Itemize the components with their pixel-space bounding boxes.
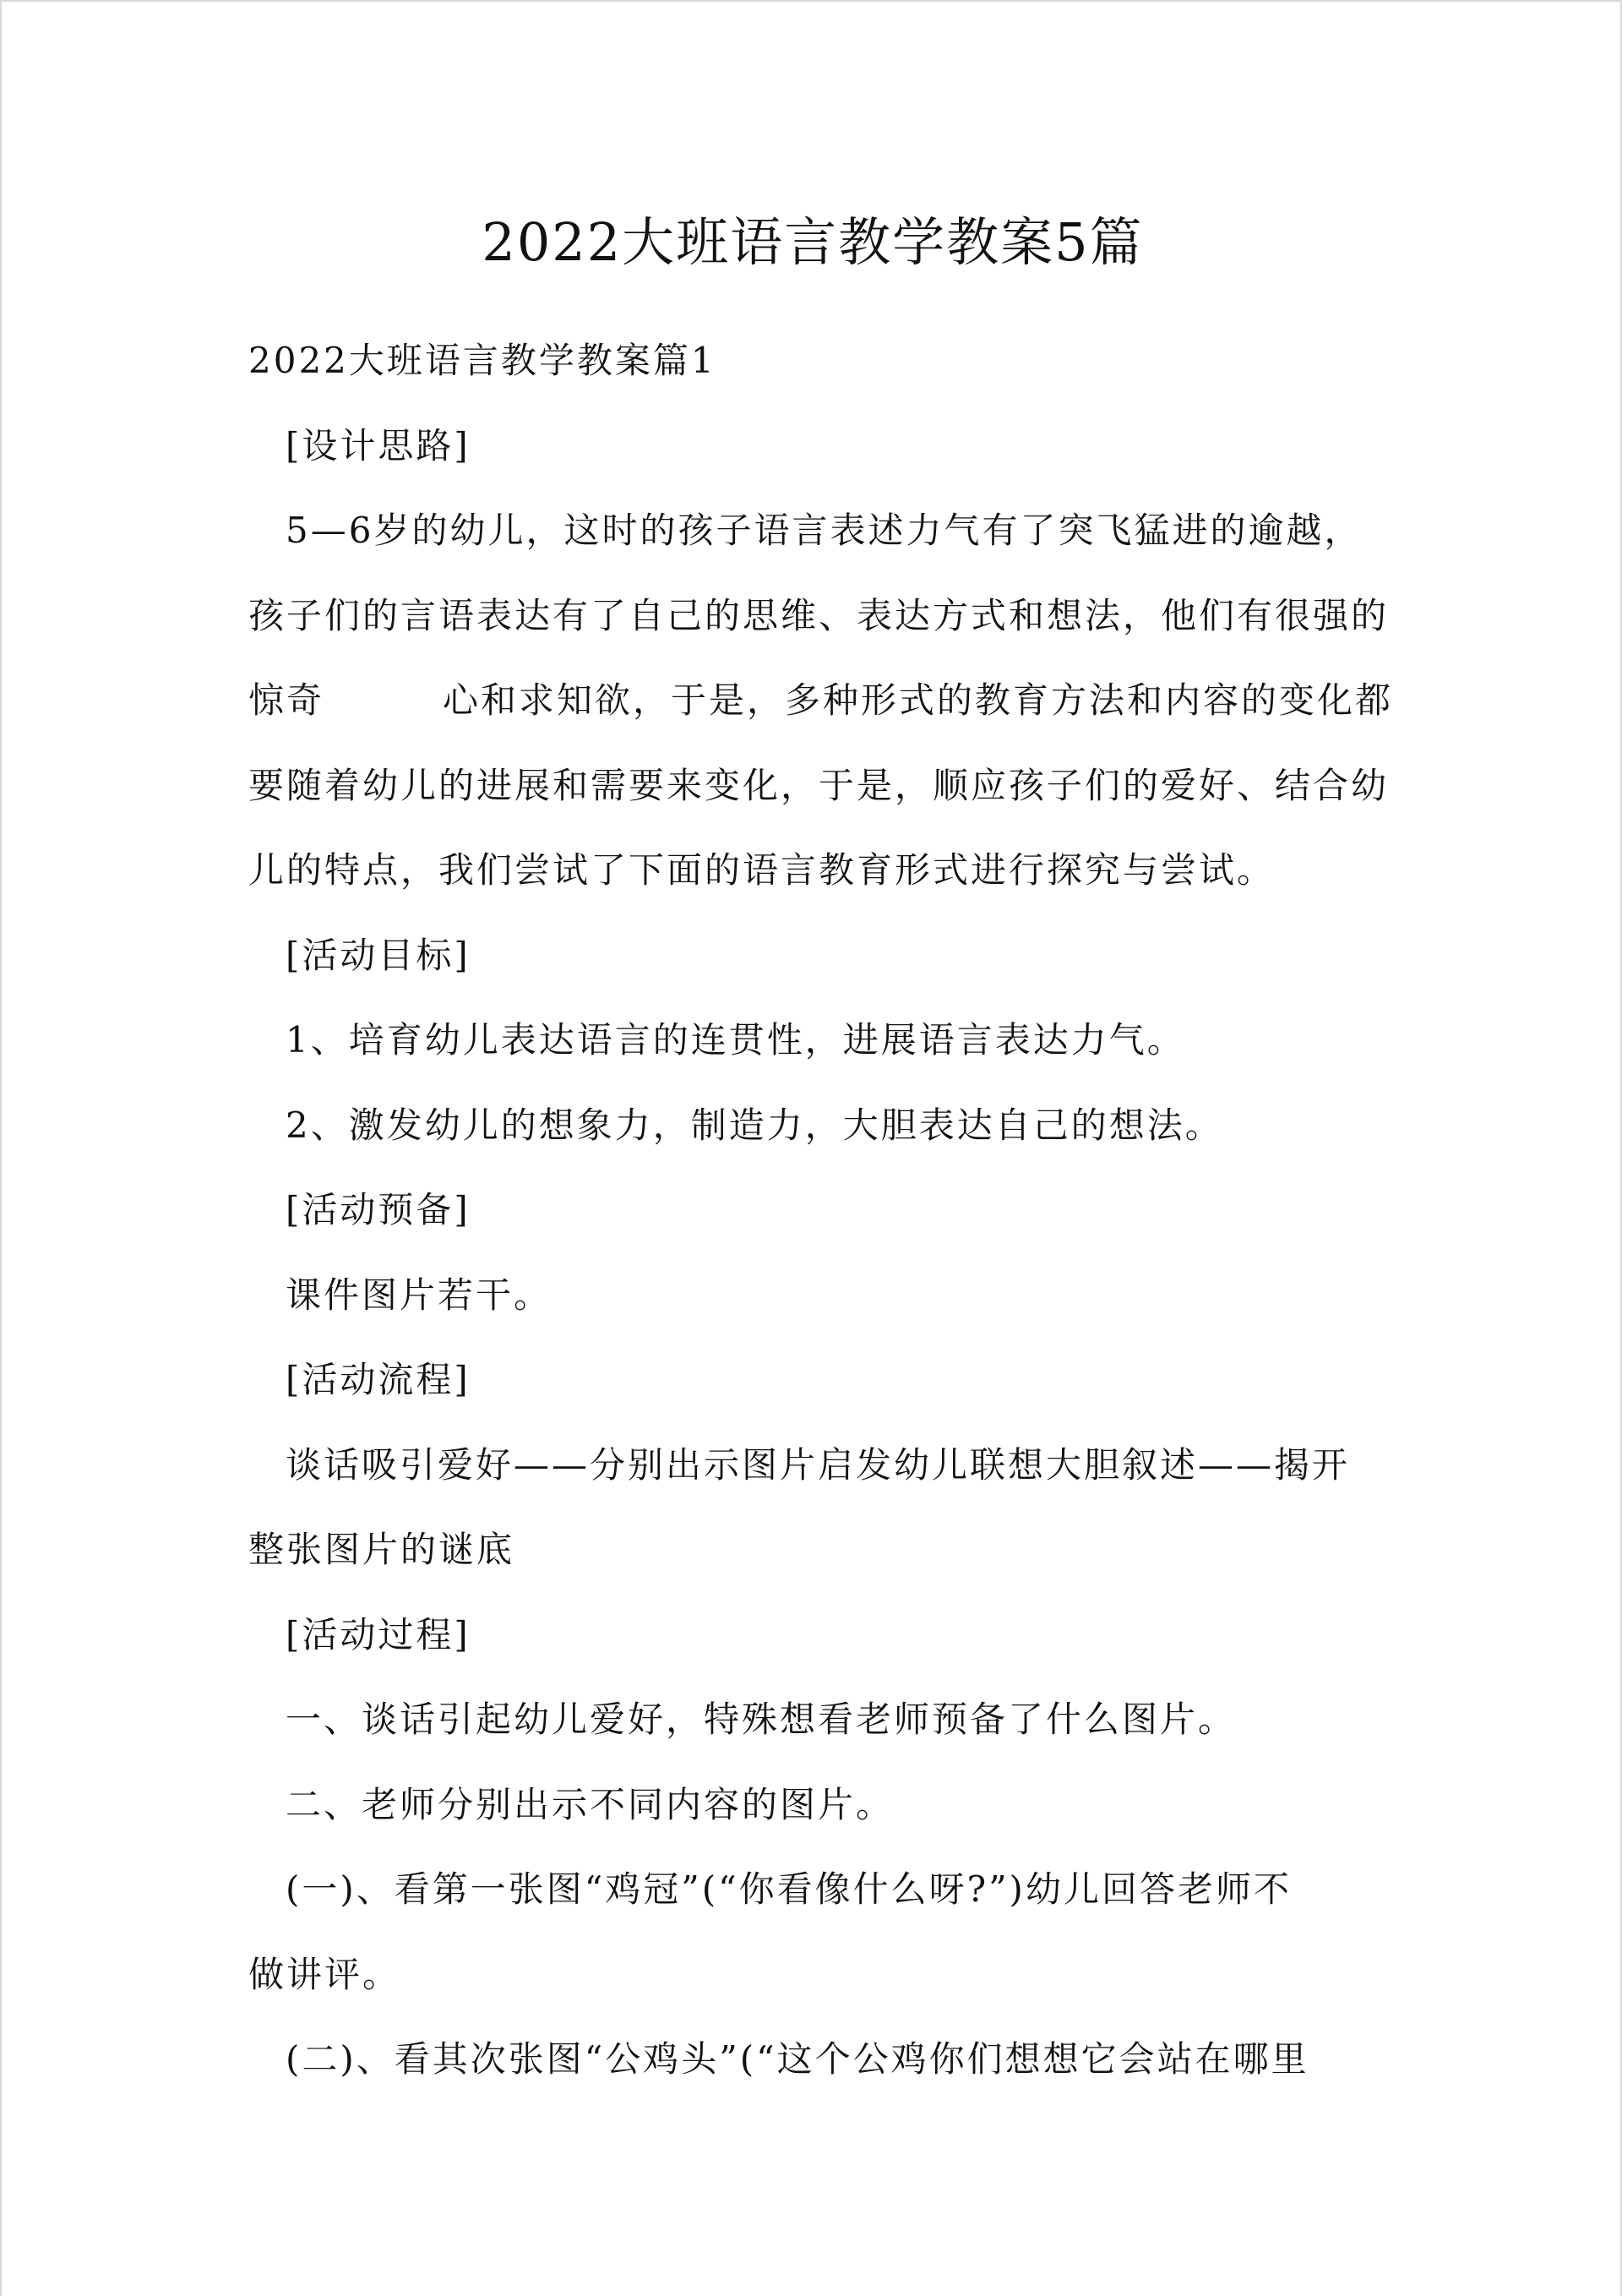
paragraph-line: [活动目标] — [286, 934, 471, 976]
paragraph-line: 孩子们的言语表达有了自己的思维、表达方式和想法，他们有很强的 — [248, 594, 1390, 636]
paragraph-line: (二)、看其次张图“公鸡头”(“这个公鸡你们想想它会站在哪里 — [286, 2038, 1309, 2080]
paragraph-line: [活动流程] — [286, 1359, 471, 1400]
paragraph-line: 5—6岁的幼儿，这时的孩子语言表述力气有了突飞猛进的逾越， — [286, 510, 1363, 551]
paragraph-line: 做讲评。 — [248, 1953, 401, 1995]
paragraph-line: 整张图片的谜底 — [248, 1529, 515, 1570]
document-title: 2022大班语言教学教案5篇 — [482, 211, 1144, 273]
paragraph-line: 2、激发幼儿的想象力，制造力，大胆表达自己的想法。 — [286, 1104, 1223, 1146]
paragraph-line: [活动预备] — [286, 1189, 471, 1230]
paragraph-line: 儿的特点，我们尝试了下面的语言教育形式进行探究与尝试。 — [248, 849, 1276, 891]
paragraph-line-part: 惊奇 — [248, 679, 325, 721]
paragraph-line: 1、培育幼儿表达语言的连贯性，进展语言表达力气。 — [286, 1019, 1185, 1061]
paragraph-line: 一、谈话引起幼儿爱好，特殊想看老师预备了什么图片。 — [286, 1699, 1237, 1740]
paragraph-line — [248, 658, 1394, 744]
paragraph-line-part: 心和求知欲，于是，多种形式的教育方法和内容的变化都 — [443, 679, 1394, 721]
paragraph-line: (一)、看第一张图“鸡冠”(“你看像什么呀?”)幼儿回答老师不 — [286, 1868, 1292, 1910]
paragraph-line: 谈话吸引爱好——分别出示图片启发幼儿联想大胆叙述——揭开 — [286, 1443, 1351, 1486]
paragraph-line: 要随着幼儿的进展和需要来变化，于是，顺应孩子们的爱好、结合幼 — [248, 764, 1390, 806]
paragraph-line: [设计思路] — [286, 424, 471, 466]
document-body — [248, 319, 1394, 2102]
paragraph-line: 课件图片若干。 — [286, 1273, 552, 1316]
paragraph-line: 二、老师分别出示不同内容的图片。 — [286, 1783, 895, 1825]
paragraph-line: [活动过程] — [286, 1613, 471, 1655]
section-heading: 2022大班语言教学教案篇1 — [248, 340, 716, 381]
